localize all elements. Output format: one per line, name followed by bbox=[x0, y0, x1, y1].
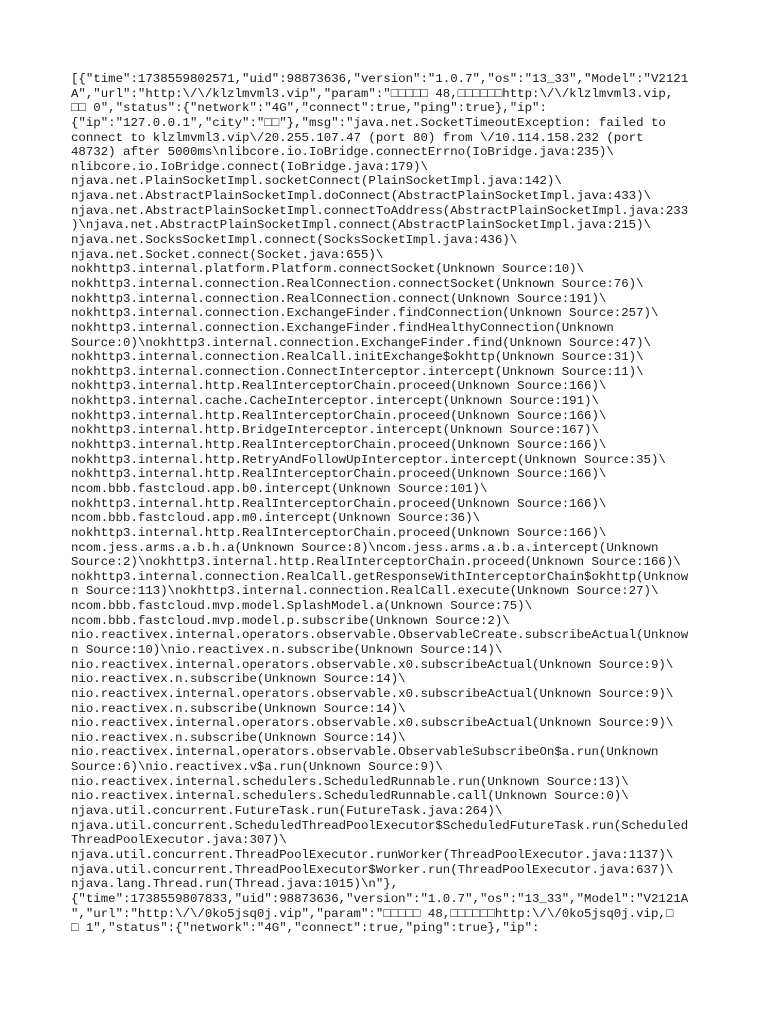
log-line: ncom.bbb.fastcloud.app.b0.intercept(Unknown Source:101)\ bbox=[71, 481, 488, 496]
log-line: njava.net.SocksSocketImpl.connect(SocksSocketImpl.java:436)\ bbox=[71, 233, 518, 248]
log-line: nokhttp3.internal.connection.ConnectInterceptor.intercept(Unknown Source:11)\ bbox=[71, 364, 644, 379]
log-line: nio.reactivex.internal.schedulers.ScheduledRunnable.run(Unknown Source:13)\ bbox=[71, 774, 629, 789]
log-line: )\njava.net.AbstractPlainSocketImpl.connect(AbstractPlainSocketImpl.java:215)\ bbox=[71, 218, 651, 233]
log-line: n Source:113)\nokhttp3.internal.connection.RealCall.execute(Unknown Source:27)\ bbox=[71, 584, 659, 599]
log-line: ThreadPoolExecutor.java:307)\ bbox=[71, 833, 287, 848]
log-line: ","url":"http:\/\/0ko5jsq0j.vip","param":"□□□□□ 48,□□□□□□http:\/\/0ko5jsq0j.vip,□ bbox=[71, 906, 674, 921]
log-line: {"ip":"127.0.0.1","city":"□□"},"msg":"java.net.SocketTimeoutException: failed to bbox=[71, 115, 666, 130]
log-line: nio.reactivex.internal.operators.observable.ObservableCreate.subscribeActual(Unknow bbox=[71, 628, 689, 643]
log-line: njava.net.PlainSocketImpl.socketConnect(PlainSocketImpl.java:142)\ bbox=[71, 174, 562, 189]
log-line: Source:0)\nokhttp3.internal.connection.ExchangeFinder.find(Unknown Source:47)\ bbox=[71, 335, 651, 350]
log-line: nlibcore.io.IoBridge.connect(IoBridge.java:179)\ bbox=[71, 159, 428, 174]
log-line: n Source:10)\nio.reactivex.n.subscribe(Unknown Source:14)\ bbox=[71, 642, 503, 657]
log-line: njava.util.concurrent.ThreadPoolExecutor.runWorker(ThreadPoolExecutor.java:1137)\ bbox=[71, 847, 674, 862]
log-line: njava.lang.Thread.run(Thread.java:1015)\n"}, bbox=[71, 877, 399, 892]
log-line: □ 1","status":{"network":"4G","connect":true,"ping":true},"ip": bbox=[71, 921, 540, 936]
log-line: nio.reactivex.internal.operators.observable.x0.subscribeActual(Unknown Source:9)\ bbox=[71, 716, 674, 731]
log-line: nokhttp3.internal.http.RealInterceptorChain.proceed(Unknown Source:166)\ bbox=[71, 438, 607, 453]
log-line: nokhttp3.internal.connection.RealCall.getResponseWithInterceptorChain$okhttp(Unknow bbox=[71, 569, 689, 584]
log-line: □□ 0","status":{"network":"4G","connect":true,"ping":true},"ip": bbox=[71, 101, 547, 116]
log-line: ncom.bbb.fastcloud.mvp.model.SplashModel.a(Unknown Source:75)\ bbox=[71, 599, 533, 614]
log-line: nokhttp3.internal.cache.CacheInterceptor.intercept(Unknown Source:191)\ bbox=[71, 394, 599, 409]
log-line: njava.net.Socket.connect(Socket.java:655)\ bbox=[71, 247, 384, 262]
log-line: nio.reactivex.n.subscribe(Unknown Source:14)\ bbox=[71, 701, 406, 716]
log-line: njava.util.concurrent.ScheduledThreadPoolExecutor$ScheduledFutureTask.run(Scheduled bbox=[71, 818, 689, 833]
log-line: nokhttp3.internal.connection.ExchangeFinder.findHealthyConnection(Unknown bbox=[71, 320, 614, 335]
log-line: 48732) after 5000ms\nlibcore.io.IoBridge.connectErrno(IoBridge.java:235)\ bbox=[71, 145, 614, 160]
log-line: ncom.jess.arms.a.b.h.a(Unknown Source:8)\ncom.jess.arms.a.b.a.intercept(Unknown bbox=[71, 540, 659, 555]
log-line: connect to klzlmvml3.vip\/20.255.107.47 (port 80) from \/10.114.158.232 (port bbox=[71, 130, 644, 145]
log-line: nokhttp3.internal.http.RealInterceptorChain.proceed(Unknown Source:166)\ bbox=[71, 496, 607, 511]
log-line: nokhttp3.internal.http.BridgeInterceptor.intercept(Unknown Source:167)\ bbox=[71, 423, 599, 438]
log-line: nokhttp3.internal.connection.RealCall.initExchange$okhttp(Unknown Source:31)\ bbox=[71, 350, 644, 365]
log-line: Source:2)\nokhttp3.internal.http.RealInterceptorChain.proceed(Unknown Source:166)\ bbox=[71, 555, 681, 570]
log-line: nokhttp3.internal.http.RealInterceptorChain.proceed(Unknown Source:166)\ bbox=[71, 408, 607, 423]
log-line: nokhttp3.internal.http.RealInterceptorChain.proceed(Unknown Source:166)\ bbox=[71, 525, 607, 540]
log-line: ncom.bbb.fastcloud.app.m0.intercept(Unknown Source:36)\ bbox=[71, 511, 480, 526]
log-line: nokhttp3.internal.http.RetryAndFollowUpInterceptor.intercept(Unknown Source:35)\ bbox=[71, 452, 666, 467]
log-line: nio.reactivex.internal.operators.observable.x0.subscribeActual(Unknown Source:9)\ bbox=[71, 686, 674, 701]
log-line: nokhttp3.internal.connection.RealConnection.connectSocket(Unknown Source:76)\ bbox=[71, 276, 644, 291]
log-line: nio.reactivex.n.subscribe(Unknown Source:14)\ bbox=[71, 730, 406, 745]
log-line: nokhttp3.internal.http.RealInterceptorChain.proceed(Unknown Source:166)\ bbox=[71, 467, 607, 482]
log-line: njava.util.concurrent.ThreadPoolExecutor$Worker.run(ThreadPoolExecutor.java:637)\ bbox=[71, 862, 674, 877]
log-line: nokhttp3.internal.platform.Platform.connectSocket(Unknown Source:10)\ bbox=[71, 262, 585, 277]
log-line: Source:6)\nio.reactivex.v$a.run(Unknown Source:9)\ bbox=[71, 760, 443, 775]
log-line: nokhttp3.internal.connection.ExchangeFinder.findConnection(Unknown Source:257)\ bbox=[71, 306, 659, 321]
log-line: {"time":1738559807833,"uid":98873636,"version":"1.0.7","os":"13_33","Model":"V2121A bbox=[71, 891, 689, 906]
log-line: [{"time":1738559802571,"uid":98873636,"version":"1.0.7","os":"13_33","Model":"V2121 bbox=[71, 72, 689, 86]
log-line: nio.reactivex.internal.operators.observable.x0.subscribeActual(Unknown Source:9)\ bbox=[71, 657, 674, 672]
log-line: nio.reactivex.internal.schedulers.ScheduledRunnable.call(Unknown Source:0)\ bbox=[71, 789, 629, 804]
log-line: njava.net.AbstractPlainSocketImpl.doConnect(AbstractPlainSocketImpl.java:433)\ bbox=[71, 189, 651, 204]
log-line: njava.util.concurrent.FutureTask.run(FutureTask.java:264)\ bbox=[71, 804, 503, 819]
log-line: njava.net.AbstractPlainSocketImpl.connectToAddress(AbstractPlainSocketImpl.java:233 bbox=[71, 203, 689, 218]
log-line: ncom.bbb.fastcloud.mvp.model.p.subscribe(Unknown Source:2)\ bbox=[71, 613, 510, 628]
log-line: nokhttp3.internal.connection.RealConnection.connect(Unknown Source:191)\ bbox=[71, 291, 607, 306]
log-line: A","url":"http:\/\/klzlmvml3.vip","param":"□□□□□ 48,□□□□□□http:\/\/klzlmvml3.vip, bbox=[71, 86, 674, 101]
log-line: nokhttp3.internal.http.RealInterceptorChain.proceed(Unknown Source:166)\ bbox=[71, 379, 607, 394]
log-text-block bbox=[71, 72, 688, 936]
log-line: nio.reactivex.internal.operators.observable.ObservableSubscribeOn$a.run(Unknown bbox=[71, 745, 659, 760]
log-line: nio.reactivex.n.subscribe(Unknown Source:14)\ bbox=[71, 672, 406, 687]
